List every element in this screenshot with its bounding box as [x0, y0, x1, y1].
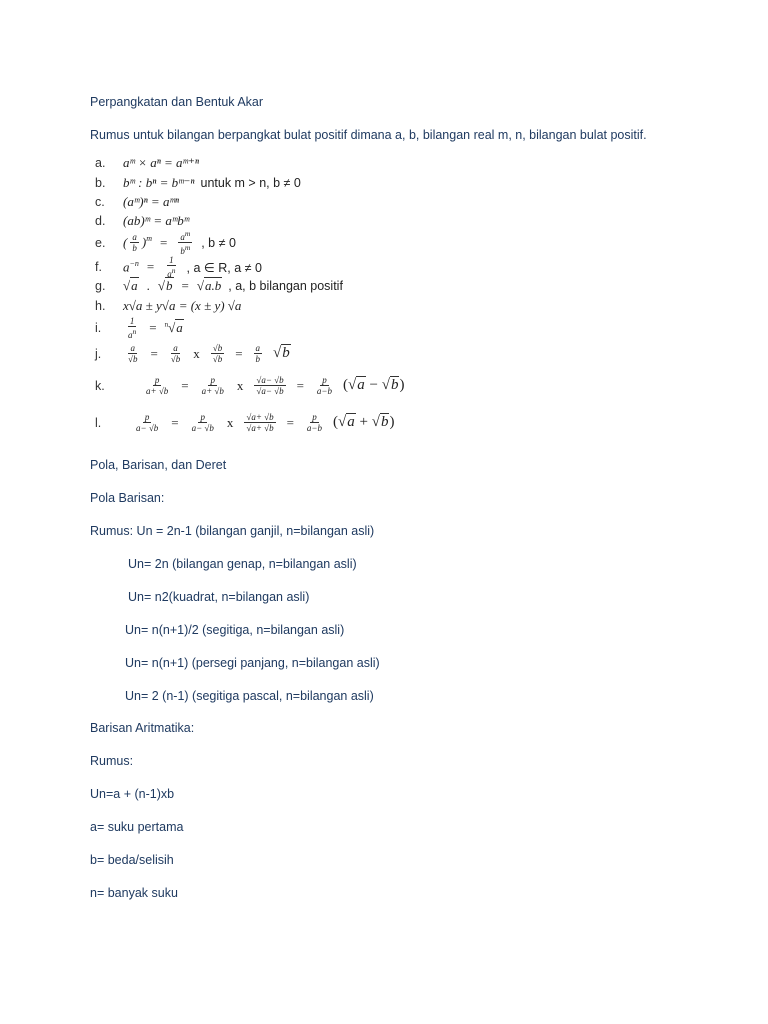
formula-line: Un=a + (n-1)xb	[90, 787, 175, 801]
definition: n= banyak suku	[90, 886, 178, 900]
formula-label: f.	[95, 260, 102, 274]
formula-f: f. $a^{-n}$ = $\frac{1}{a^n}$ , a ∈ R, a ≠ 0	[95, 255, 262, 279]
subheading: Barisan Aritmatika:	[90, 721, 195, 735]
formula-h	[95, 298, 241, 314]
formula-label: b.	[95, 176, 106, 190]
formula-expression: x√a ± y√a = (x ± y) √a	[123, 298, 242, 313]
formula-b	[95, 175, 301, 191]
formula-i: i. $\frac{1}{a^n}$ = $^n$√a	[95, 316, 183, 340]
formula-label: l.	[95, 415, 102, 430]
formula-label: a.	[95, 156, 106, 170]
formula-label: c.	[95, 195, 105, 209]
formula-a	[95, 155, 199, 171]
intro-text: Rumus untuk bilangan berpangkat bulat positif dimana a, b, bilangan real m, n, bilangan bulat positif.	[90, 128, 647, 142]
formula-label: h.	[95, 299, 106, 313]
rumus-line: Un= 2n (bilangan genap, n=bilangan asli)	[128, 557, 357, 571]
formula-expression: aᵐ × aⁿ = aᵐ⁺ⁿ	[123, 155, 199, 170]
page-title: Perpangkatan dan Bentuk Akar	[90, 95, 264, 109]
formula-d	[95, 213, 189, 229]
definition: a= suku pertama	[90, 820, 184, 834]
formula-label: j.	[95, 346, 102, 361]
definition: b= beda/selisih	[90, 853, 174, 867]
formula-note: untuk m > n, b ≠ 0	[200, 176, 301, 190]
formula-l: l. $\frac{p}{a- √b}$ = $\frac{p}{a- √b}$ x $\frac{√a+ √b}{√a+ √b}$ = $\frac{p}{a-b}$ (√a + √b)	[95, 412, 395, 433]
formula-note: , b ≠ 0	[201, 235, 236, 250]
formula-label: k.	[95, 378, 105, 393]
formula-j: j. $\frac{a}{√b}$ = $\frac{a}{√b}$ x $\frac{√b}{√b}$ = $\frac{a}{b}$ √b	[95, 343, 290, 364]
formula-label: e.	[95, 235, 106, 250]
formula-label: g.	[95, 279, 106, 293]
formula-note: , a, b bilangan positif	[228, 279, 343, 293]
formula-k: k. $\frac{p}{a+ √b}$ = $\frac{p}{a+ √b}$ x $\frac{√a- √b}{√a- √b}$ = $\frac{p}{a-b}$ (√a − √b)	[95, 375, 405, 396]
subheading: Pola Barisan:	[90, 491, 165, 505]
subheading: Rumus:	[90, 754, 134, 768]
formula-note: , a ∈ R, a ≠ 0	[186, 260, 262, 275]
formula-expression: (aᵐ)ⁿ = aᵐⁿ	[123, 194, 179, 209]
formula-g: g. √a . √b = √a.b , a, b bilangan positif	[95, 278, 343, 293]
formula-expression: bᵐ : bⁿ = bᵐ⁻ⁿ	[123, 175, 195, 190]
formula-e: e. ( $\frac{a}{b}$ )$^m$ = $\frac{a^m}{b^m}$ , b ≠ 0	[95, 229, 236, 256]
formula-label: d.	[95, 214, 106, 228]
rumus-line: Rumus: Un = 2n-1 (bilangan ganjil, n=bilangan asli)	[90, 524, 375, 538]
section-heading: Pola, Barisan, dan Deret	[90, 458, 227, 472]
rumus-line: Un= n2(kuadrat, n=bilangan asli)	[128, 590, 310, 604]
formula-label: i.	[95, 321, 102, 335]
formula-c	[95, 194, 179, 210]
rumus-line: Un= 2 (n-1) (segitiga pascal, n=bilangan asli)	[125, 689, 374, 703]
rumus-line: Un= n(n+1)/2 (segitiga, n=bilangan asli)	[125, 623, 345, 637]
rumus-line: Un= n(n+1) (persegi panjang, n=bilangan asli)	[125, 656, 380, 670]
formula-expression: (ab)ᵐ = aᵐbᵐ	[123, 213, 190, 228]
